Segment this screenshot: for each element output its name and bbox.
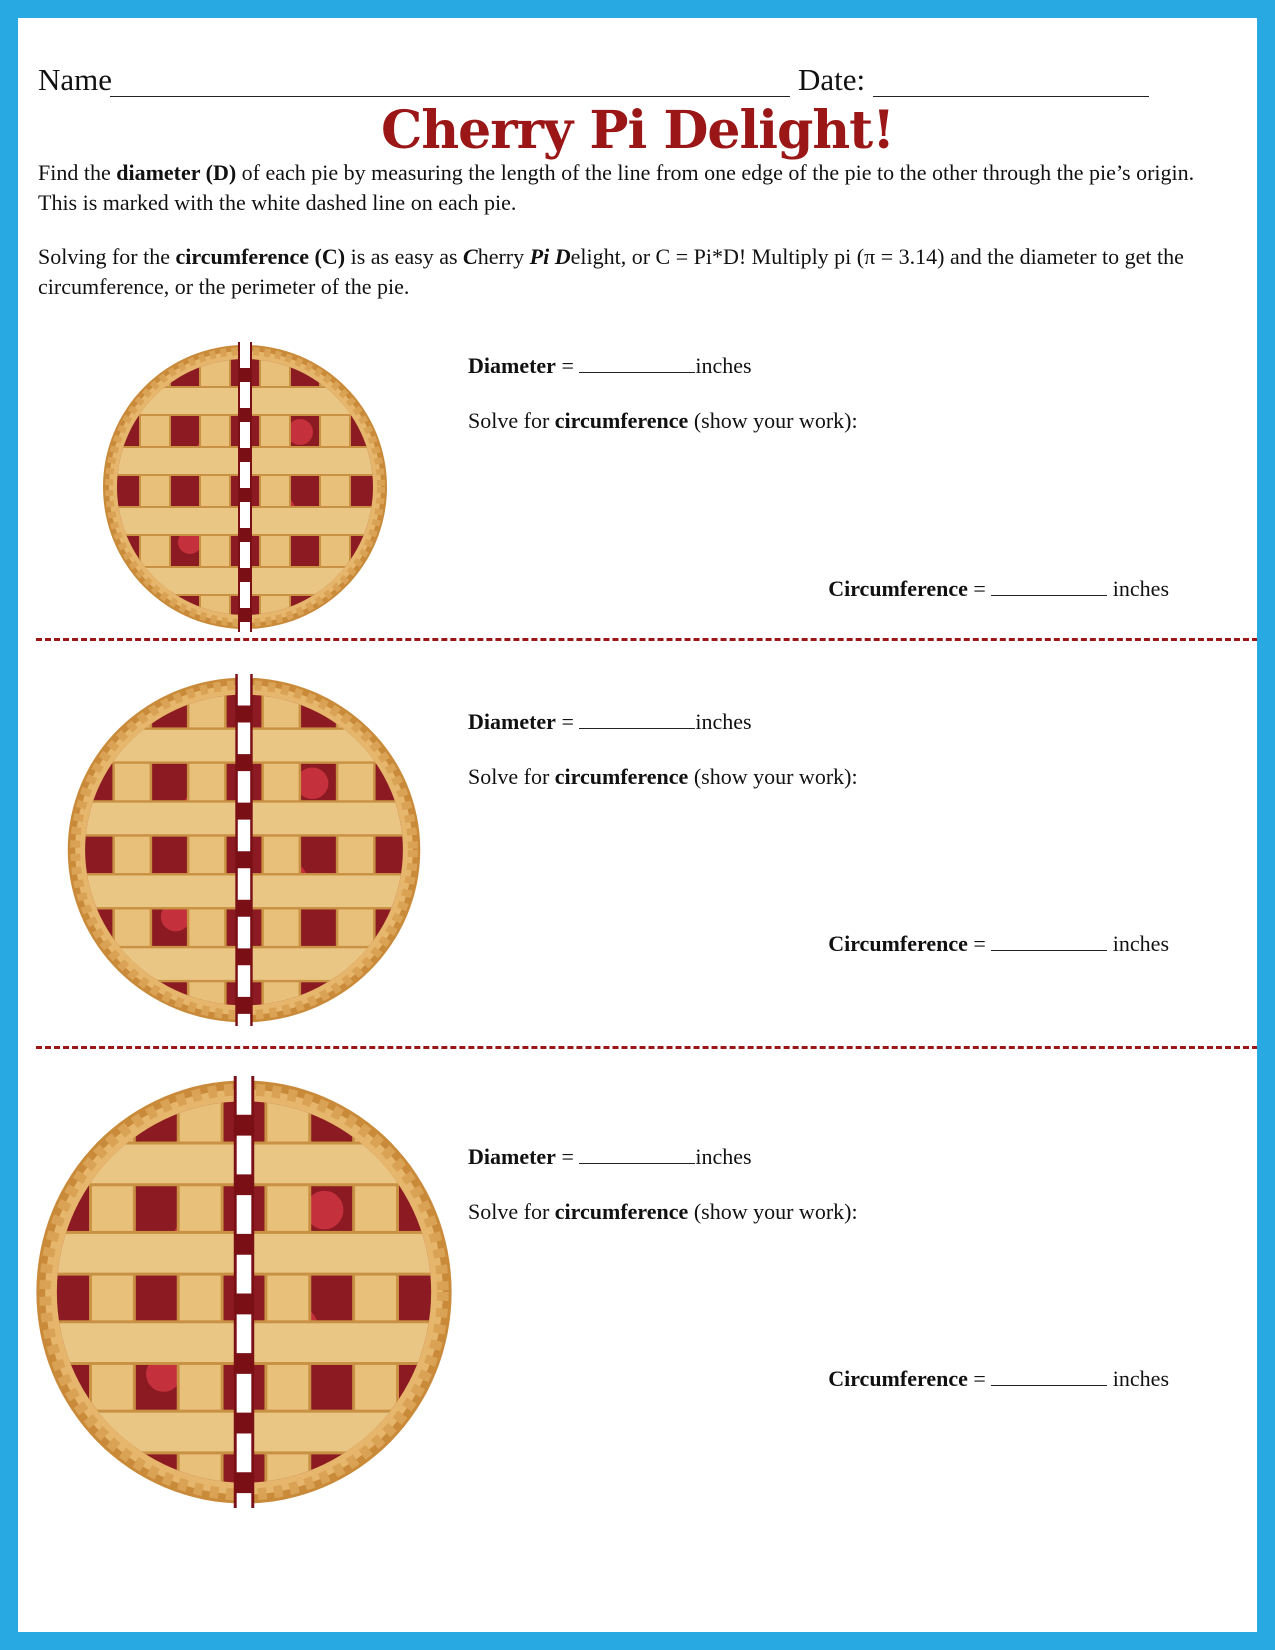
diameter-label: Diameter <box>468 1144 556 1169</box>
p1-text-bold: diameter (D) <box>116 160 237 185</box>
name-label: Name <box>38 62 113 97</box>
solve-prompt <box>468 408 858 434</box>
solve-text-c: (show your work): <box>688 1199 858 1224</box>
equals-sign: = <box>973 576 986 601</box>
p2-text-a: Solving for the <box>38 244 176 269</box>
solve-text-bold: circumference <box>554 764 689 789</box>
solve-prompt <box>468 764 858 790</box>
diameter-unit: inches <box>695 709 752 734</box>
circumference-label: Circumference <box>828 576 968 601</box>
date-field[interactable] <box>873 96 1149 97</box>
worksheet-page <box>18 18 1257 1632</box>
header-line <box>38 44 1228 104</box>
section-divider <box>36 1046 1257 1049</box>
circumference-row <box>828 575 1169 602</box>
pie-image <box>64 674 424 1026</box>
circumference-unit: inches <box>1112 576 1169 601</box>
diameter-label: Diameter <box>468 353 556 378</box>
page-title: Cherry Pi Delight! <box>380 100 895 161</box>
circumference-answer-blank[interactable] <box>991 575 1107 596</box>
pie-image <box>100 342 390 632</box>
p2-text-pi-d: Pi D <box>529 244 571 269</box>
diameter-row <box>468 708 752 735</box>
instructions-paragraph-2 <box>38 242 1228 302</box>
diameter-answer-blank[interactable] <box>579 352 695 373</box>
instructions-paragraph-1 <box>38 158 1228 218</box>
equals-sign: = <box>561 353 574 378</box>
equals-sign: = <box>561 1144 574 1169</box>
solve-text-a: Solve for <box>468 764 555 789</box>
p2-text-g: elight, or C = Pi*D! Multiply pi (π = 3.14) and the diameter to get the circumference, or the perimeter of the pie. <box>38 244 1184 299</box>
date-label: Date: <box>798 62 866 97</box>
p2-text-bold: circumference (C) <box>175 244 346 269</box>
equals-sign: = <box>561 709 574 734</box>
diameter-unit: inches <box>695 1144 752 1169</box>
circumference-row <box>828 930 1169 957</box>
p1-text-c: of each pie by measuring the length of the line from one edge of the pie to the other through the pie’s origin. This is marked with the white dashed line on each pie. <box>38 160 1195 215</box>
solve-text-bold: circumference <box>554 1199 689 1224</box>
p2-text-e: herry <box>477 244 530 269</box>
p1-text-a: Find the <box>38 160 117 185</box>
circumference-answer-blank[interactable] <box>991 930 1107 951</box>
solve-text-c: (show your work): <box>688 408 858 433</box>
diameter-row <box>468 1143 752 1170</box>
solve-text-a: Solve for <box>468 408 555 433</box>
p2-text-c: is as easy as <box>345 244 464 269</box>
solve-prompt <box>468 1199 858 1225</box>
circumference-row <box>828 1365 1169 1392</box>
diameter-row <box>468 352 752 379</box>
p2-text-c-letter: C <box>463 244 478 269</box>
diameter-answer-blank[interactable] <box>579 1143 695 1164</box>
diameter-label: Diameter <box>468 709 556 734</box>
equals-sign: = <box>973 931 986 956</box>
circumference-unit: inches <box>1112 1366 1169 1391</box>
solve-text-a: Solve for <box>468 1199 555 1224</box>
circumference-answer-blank[interactable] <box>991 1365 1107 1386</box>
circumference-label: Circumference <box>828 931 968 956</box>
solve-text-c: (show your work): <box>688 764 858 789</box>
diameter-unit: inches <box>695 353 752 378</box>
circumference-label: Circumference <box>828 1366 968 1391</box>
equals-sign: = <box>973 1366 986 1391</box>
solve-text-bold: circumference <box>554 408 689 433</box>
circumference-unit: inches <box>1112 931 1169 956</box>
diameter-answer-blank[interactable] <box>579 708 695 729</box>
name-field[interactable] <box>110 96 790 97</box>
pie-image <box>32 1076 456 1508</box>
section-divider <box>36 638 1257 641</box>
